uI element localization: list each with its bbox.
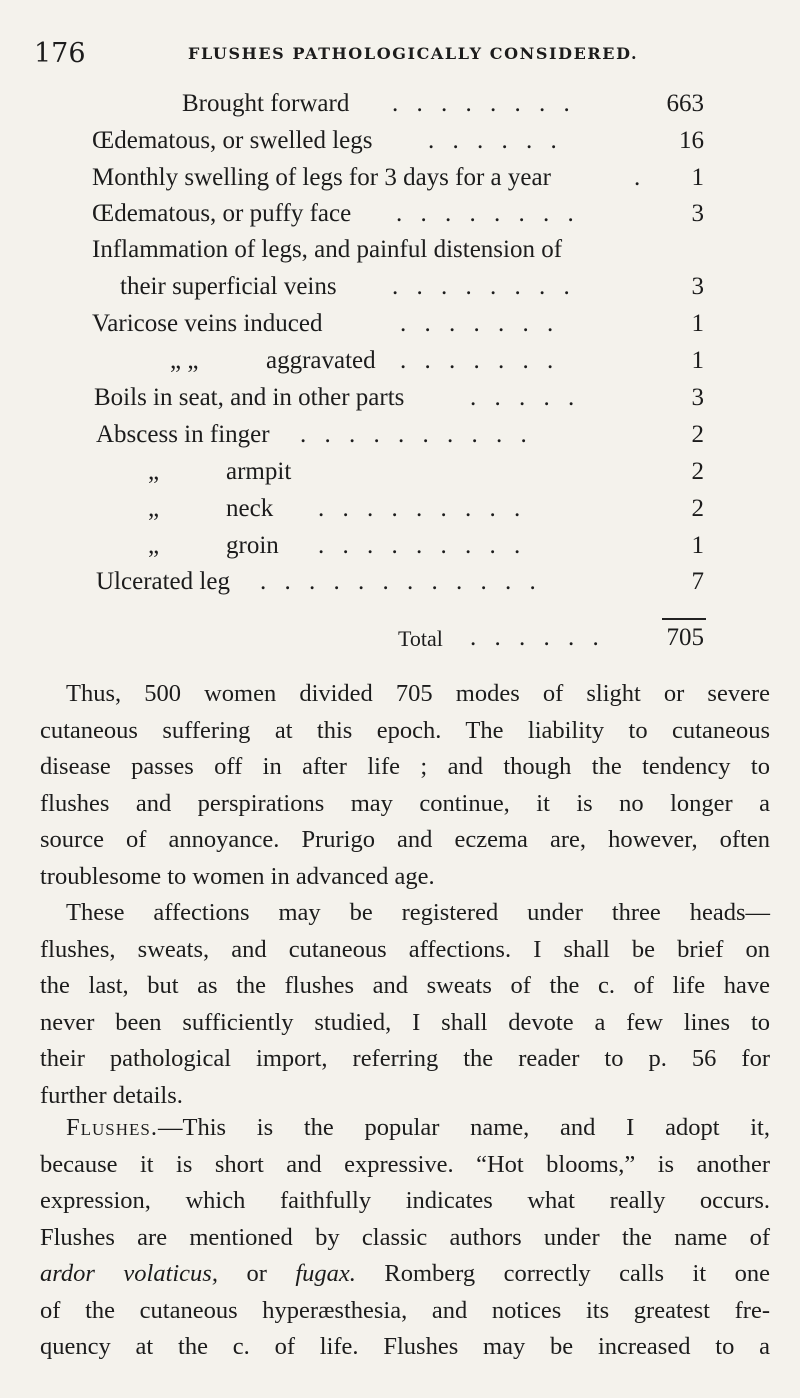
leader-dots: . . . . . . . . [392,273,576,300]
ditto-marks: „ [148,458,160,485]
table-row [0,495,800,529]
row-value: 2 [691,421,704,448]
row-value: 1 [691,347,704,374]
total-label: Total [398,626,443,651]
leader-dots: . . . . . . . . . . . . [260,568,542,595]
text-line [40,1256,770,1293]
latin-term: fugax. [295,1260,356,1287]
total-value: 705 [666,624,704,651]
text-line: further details. [40,1081,183,1109]
paragraph-flushes [40,1110,770,1366]
page-number: 176 [34,38,86,69]
leader-dots: . . . . . . [470,624,605,651]
row-label: Varicose veins induced [92,310,323,337]
row-value: 16 [679,127,704,154]
table-row [0,310,800,344]
row-value: 1 [691,310,704,337]
total-rule [662,618,706,620]
leader-dots: . . . . . . [428,127,563,154]
row-label: neck [226,495,274,522]
text-line: quency at the c. of life. Flushes may be increased to a [40,1333,770,1360]
paragraph-registration [40,895,770,1114]
leader-dots: . . . . . [470,384,581,411]
text-line: flushes, sweats, and cutaneous affections. I shall be brief on [40,935,770,963]
row-label: Ulcerated leg [96,568,230,595]
ditto-marks: „ [148,495,160,522]
leader-dots: . . . . . . . . [396,200,580,227]
row-label: aggravated [266,347,376,374]
row-value: 7 [691,568,704,595]
running-title: FLUSHES PATHOLOGICALLY CONSIDERED. [188,44,639,63]
table-row [0,568,800,602]
leader-dots: . . . . . . . . . [318,532,527,559]
row-value: 3 [691,273,704,300]
table-row [0,273,800,307]
row-label: armpit [226,458,292,485]
text-line: their pathological import, referring the reader to p. 56 for [40,1045,770,1072]
row-label: groin [226,532,279,559]
text-line: because it is short and expressive. “Hot blooms,” is another [40,1150,770,1178]
row-value: 1 [691,164,704,191]
table-row [0,164,800,198]
leader-dots: . . . . . . . . . [318,495,527,522]
table-row [0,347,800,381]
table-row [0,200,800,234]
ditto-marks: „ [148,532,160,559]
leader-dots: . . . . . . . . [392,90,576,117]
table-row [0,384,800,418]
text-line: disease passes off in after life ; and though the tendency to [40,753,770,780]
text-line: never been sufficiently studied, I shall devote a few lines to [40,1008,770,1036]
text-line: source of annoyance. Prurigo and eczema are, however, often [40,826,770,853]
table-row [0,127,800,161]
section-heading: Flushes. [66,1114,158,1141]
text-line: cutaneous suffering at this epoch. The liability to cutaneous [40,716,770,744]
row-label: Brought forward [182,90,350,117]
text-line: Thus, 500 women divided 705 modes of slight or severe [66,680,770,707]
table-row [0,421,800,455]
leader-dots: . . . . . . . [400,310,560,337]
text-line: the last, but as the flushes and sweats of the c. of life have [40,972,770,999]
text-line: flushes and perspirations may continue, it is no longer a [40,789,770,817]
text-line: Flushes are mentioned by classic authors under the name of [40,1223,770,1251]
row-label: Œdematous, or puffy face [92,200,352,227]
latin-term: ardor volaticus, [40,1260,218,1287]
text-line [40,1110,770,1147]
row-label: Inflammation of legs, and painful distension of [92,236,563,263]
paragraph-summary [40,676,770,895]
leader-dots: . . . . . . . . . . [300,421,533,448]
row-label: Boils in seat, and in other parts [94,384,405,411]
row-label: Œdematous, or swelled legs [92,127,373,154]
page-header [34,38,774,72]
row-value: 2 [691,495,704,522]
row-label: their superficial veins [120,273,337,300]
text-line: troublesome to women in advanced age. [40,862,435,890]
table-row [0,236,800,270]
row-value: 3 [691,384,704,411]
row-value: 3 [691,200,704,227]
row-value: 2 [691,458,704,485]
text-fragment: or [217,1260,296,1287]
table-total-row [0,624,800,658]
ditto-marks: „ „ [170,347,199,374]
table-row [0,90,800,124]
leader-dots: . [634,164,647,191]
row-label: Monthly swelling of legs for 3 days for a year [92,164,551,191]
row-value: 1 [691,532,704,559]
row-value: 663 [666,90,704,117]
row-label: Abscess in finger [96,421,270,448]
text-fragment: —This is the popular name, and I adopt it, [157,1114,770,1141]
text-line: These affections may be registered under three heads— [66,899,770,926]
table-row [0,458,800,492]
text-line: expression, which faithfully indicates what really occurs. [40,1187,770,1214]
text-fragment: Romberg correctly calls it one [355,1260,770,1287]
text-line: of the cutaneous hyperæsthesia, and notices its greatest fre- [40,1296,770,1324]
leader-dots: . . . . . . . [400,347,560,374]
table-row [0,532,800,566]
